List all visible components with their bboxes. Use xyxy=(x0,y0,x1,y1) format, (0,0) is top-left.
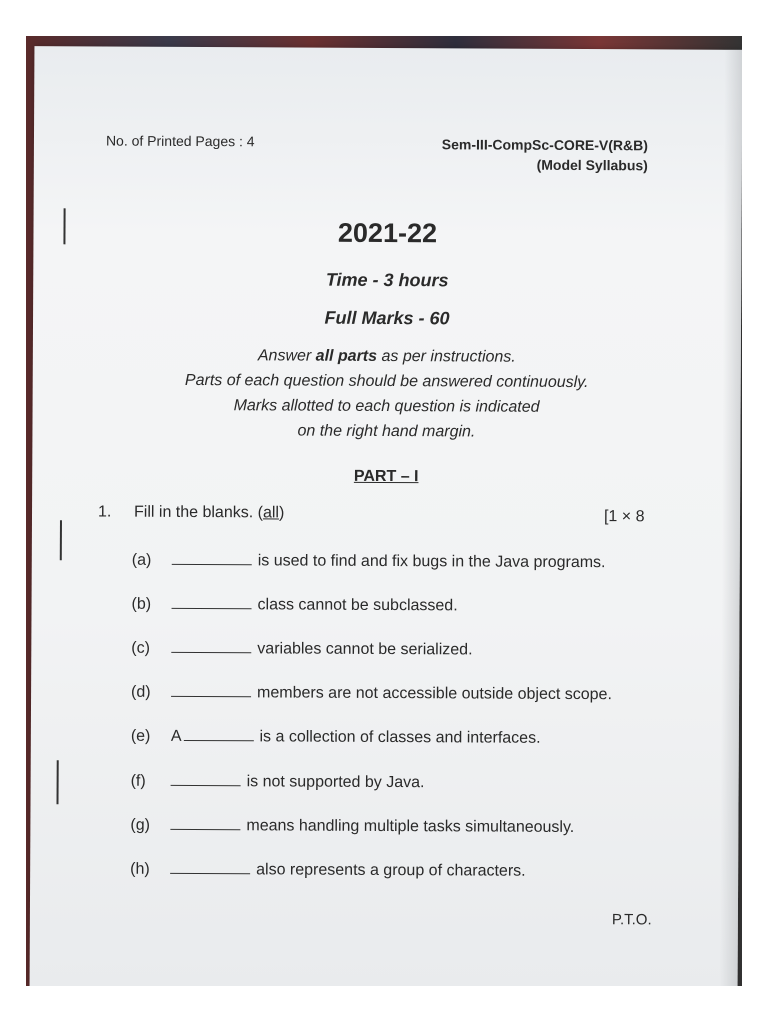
blank-line xyxy=(172,550,252,565)
instruction-line-3: Marks allotted to each question is indicated xyxy=(233,397,540,416)
list-item: (e) A is a collection of classes and interfaces. xyxy=(130,727,541,747)
instruction-line-1: Answer all parts as per instructions. xyxy=(257,347,516,366)
instructions xyxy=(32,342,741,446)
blank-line xyxy=(184,726,254,741)
document-photo xyxy=(26,36,742,986)
blank-line xyxy=(170,859,250,874)
list-item: (d) members are not accessible outside object scope. xyxy=(131,683,612,704)
list-item: (g) means handling multiple tasks simultaneously. xyxy=(130,816,575,836)
instruction-emphasis: all parts xyxy=(315,347,378,365)
list-item: (b) class cannot be subclassed. xyxy=(131,595,458,615)
blank-line xyxy=(171,682,251,697)
exam-time: Time - 3 hours xyxy=(325,269,449,291)
syllabus-label: (Model Syllabus) xyxy=(536,156,648,174)
exam-paper-sheet xyxy=(30,46,742,986)
question-1: 1. Fill in the blanks. (all) xyxy=(97,503,285,522)
list-item: (h) also represents a group of characters. xyxy=(130,860,526,880)
margin-mark xyxy=(60,520,62,560)
printed-pages: No. of Printed Pages : 4 xyxy=(105,132,255,150)
page-turn-over: P.T.O. xyxy=(611,911,652,929)
underlined-all: all xyxy=(262,504,280,522)
blank-line xyxy=(171,638,251,653)
list-item: (c) variables cannot be serialized. xyxy=(131,639,473,659)
course-code-block xyxy=(418,134,648,175)
full-marks: Full Marks - 60 xyxy=(324,307,450,329)
blank-line xyxy=(171,771,241,786)
list-item: (a) is used to find and fix bugs in the Java programs. xyxy=(131,551,606,572)
blank-line xyxy=(172,594,252,609)
instruction-line-4: on the right hand margin. xyxy=(297,422,476,441)
blank-line xyxy=(170,815,240,830)
question-1-marks: [1 × 8 xyxy=(603,508,645,526)
list-item: (f) is not supported by Java. xyxy=(130,772,425,792)
margin-mark xyxy=(56,760,58,804)
instruction-line-2: Parts of each question should be answered continuously. xyxy=(184,371,589,392)
part-title: PART – I xyxy=(353,467,419,486)
paper-edge-shadow xyxy=(720,50,742,986)
course-code: Sem-III-CompSc-CORE-V(R&B) xyxy=(441,136,648,154)
exam-year: 2021-22 xyxy=(337,217,438,249)
question-number: 1. xyxy=(97,503,112,521)
